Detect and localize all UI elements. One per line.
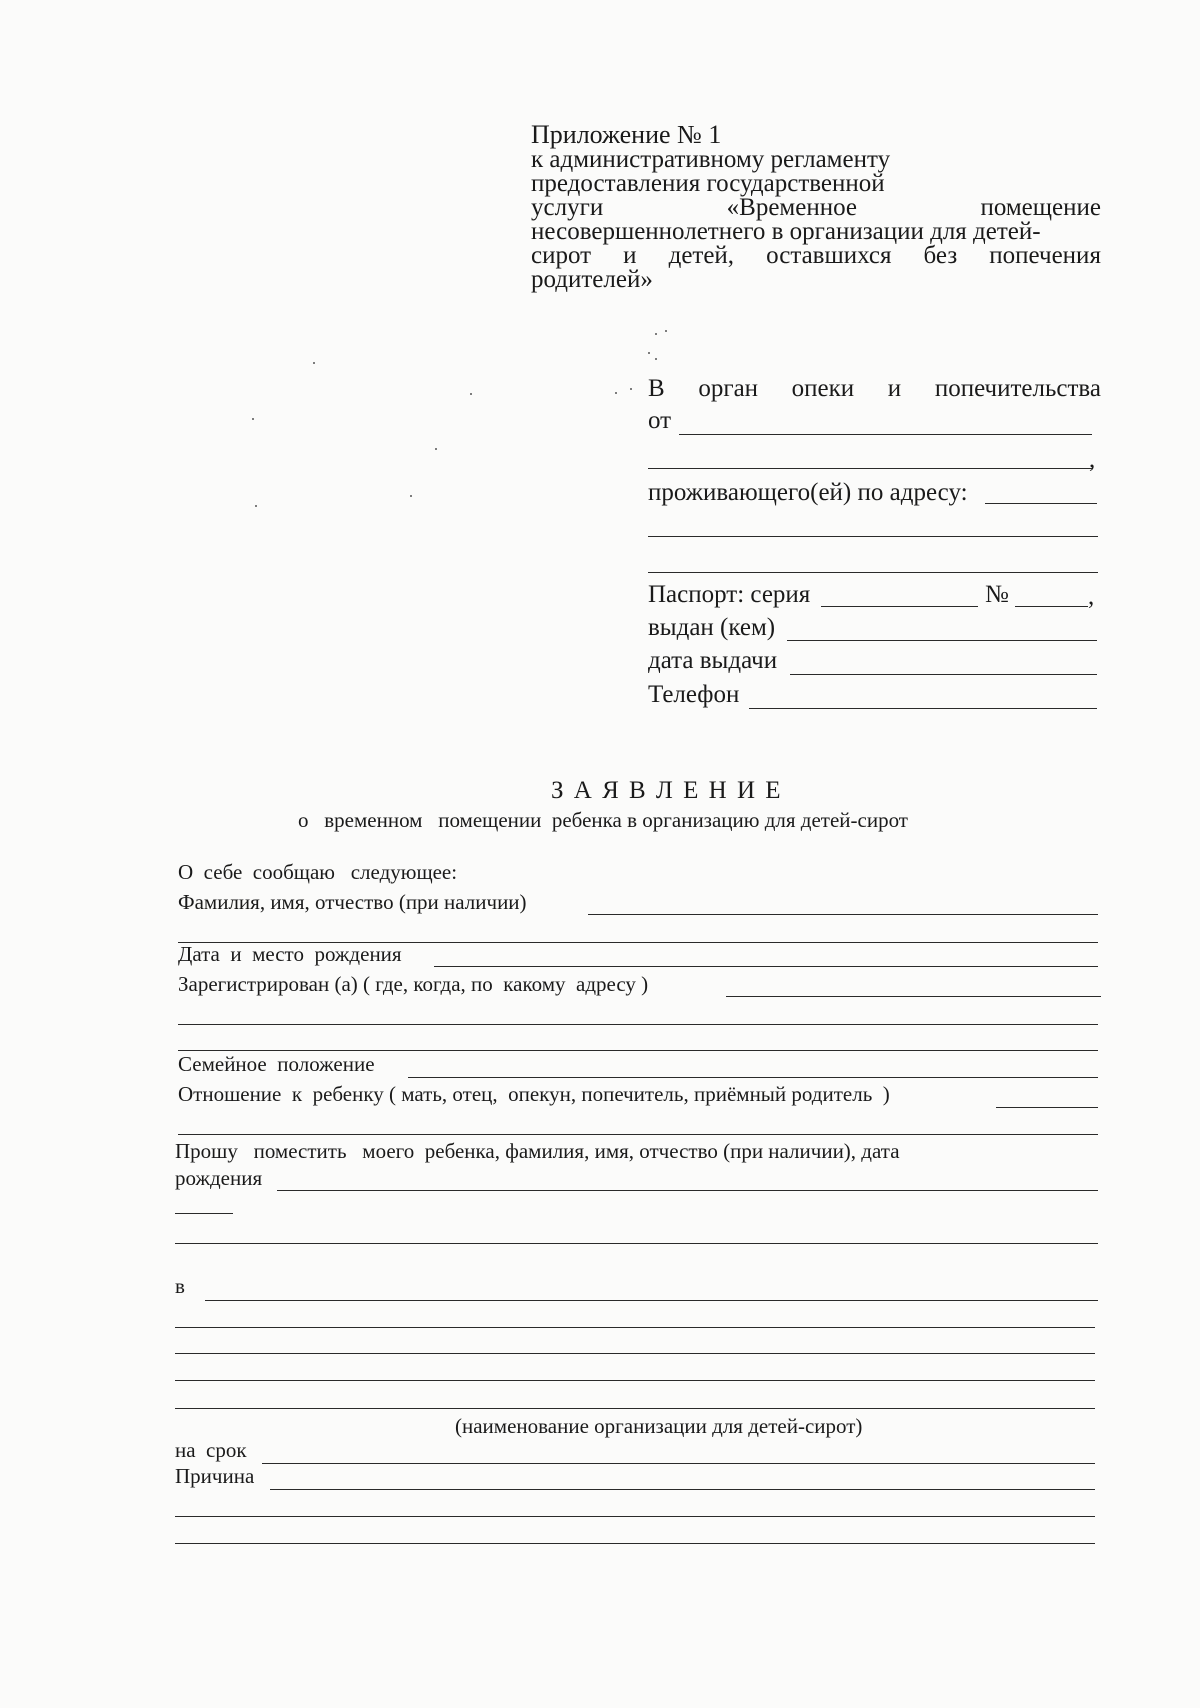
reason-label: Причина bbox=[175, 1464, 255, 1488]
scan-speck bbox=[313, 362, 315, 364]
statement-subtitle: о временном помещении ребенка в организацию для детей-сирот bbox=[298, 808, 908, 832]
residing-line[interactable] bbox=[985, 503, 1097, 504]
registered-line-2[interactable] bbox=[178, 1024, 1098, 1025]
from-label: от bbox=[648, 407, 672, 434]
term-label: на срок bbox=[175, 1438, 247, 1462]
appendix-word: и bbox=[623, 242, 637, 269]
scan-speck bbox=[255, 505, 257, 507]
addressee-word: В bbox=[648, 375, 665, 402]
appendix-word: попечения bbox=[989, 242, 1101, 269]
comma-mark: , bbox=[1088, 583, 1095, 610]
appendix-line-2: предоставления государственной bbox=[531, 170, 885, 197]
scan-speck bbox=[435, 448, 437, 450]
scan-speck bbox=[470, 393, 472, 395]
scan-speck bbox=[655, 333, 657, 335]
from-line-2[interactable] bbox=[648, 468, 1093, 469]
org-line-2[interactable] bbox=[175, 1327, 1095, 1328]
appendix-line-3 bbox=[531, 196, 1101, 220]
registered-line-3[interactable] bbox=[178, 1050, 1098, 1051]
birth-label: Дата и место рождения bbox=[178, 942, 402, 966]
appendix-word: услуги bbox=[531, 194, 604, 221]
fio-label: Фамилия, имя, отчество (при наличии) bbox=[178, 890, 527, 914]
appendix-line-5 bbox=[531, 244, 1101, 268]
registered-label: Зарегистрирован (а) ( где, когда, по какому адресу ) bbox=[178, 972, 649, 996]
reason-line-3[interactable] bbox=[175, 1543, 1095, 1544]
scan-speck bbox=[655, 358, 657, 360]
phone-line[interactable] bbox=[749, 708, 1097, 709]
addressee-word: орган bbox=[698, 375, 759, 402]
issue-date-label: дата выдачи bbox=[648, 647, 778, 674]
fio-line[interactable] bbox=[588, 914, 1098, 915]
to-org-label: в bbox=[175, 1274, 185, 1298]
org-line-5[interactable] bbox=[175, 1408, 1095, 1409]
org-line-1[interactable] bbox=[205, 1300, 1098, 1301]
appendix-word: без bbox=[923, 242, 958, 269]
request-birth-label: рождения bbox=[175, 1166, 263, 1190]
term-line[interactable] bbox=[262, 1463, 1095, 1464]
address-line-2[interactable] bbox=[648, 572, 1098, 573]
scan-speck bbox=[410, 495, 412, 497]
issued-by-label: выдан (кем) bbox=[648, 614, 776, 641]
address-line-1[interactable] bbox=[648, 536, 1098, 537]
relation-line-2[interactable] bbox=[178, 1134, 1098, 1135]
appendix-title: Приложение № 1 bbox=[531, 120, 722, 149]
request-birth-line[interactable] bbox=[277, 1190, 1098, 1191]
appendix-line-4: несовершеннолетнего в организации для детей- bbox=[531, 218, 1041, 245]
reason-line[interactable] bbox=[270, 1489, 1095, 1490]
statement-title: З А Я В Л Е Н И Е bbox=[551, 777, 783, 804]
comma-mark: , bbox=[1089, 446, 1096, 473]
request-line-2[interactable] bbox=[175, 1243, 1098, 1244]
registered-line[interactable] bbox=[726, 996, 1101, 997]
appendix-word: «Временное bbox=[726, 194, 858, 221]
org-line-4[interactable] bbox=[175, 1380, 1095, 1381]
appendix-word: помещение bbox=[980, 194, 1101, 221]
scan-speck bbox=[665, 330, 667, 332]
addressee-to bbox=[648, 375, 1101, 403]
issue-date-line[interactable] bbox=[790, 674, 1097, 675]
marital-label: Семейное положение bbox=[178, 1052, 375, 1076]
from-line[interactable] bbox=[679, 434, 1092, 435]
appendix-line-1: к административному регламенту bbox=[531, 146, 891, 173]
addressee-word: и bbox=[887, 375, 902, 402]
appendix-word: оставшихся bbox=[766, 242, 892, 269]
org-line-3[interactable] bbox=[175, 1353, 1095, 1354]
intro-text: О себе сообщаю следующее: bbox=[178, 860, 458, 884]
passport-label: Паспорт: серия bbox=[648, 581, 811, 608]
addressee-word: попечительства bbox=[934, 375, 1101, 402]
passport-number-sign: № bbox=[985, 581, 1009, 608]
relation-label: Отношение к ребенку ( мать, отец, опекун, попечитель, приёмный родитель ) bbox=[178, 1082, 890, 1106]
appendix-word: сирот bbox=[531, 242, 592, 269]
birth-line[interactable] bbox=[434, 966, 1098, 967]
request-text: Прошу поместить моего ребенка, фамилия, имя, отчество (при наличии), дата bbox=[175, 1139, 900, 1163]
scan-speck bbox=[648, 352, 650, 354]
marital-line[interactable] bbox=[408, 1077, 1098, 1078]
appendix-line-6: родителей» bbox=[531, 266, 653, 293]
appendix-word: детей, bbox=[668, 242, 735, 269]
addressee-word: опеки bbox=[791, 375, 855, 402]
passport-series-line[interactable] bbox=[821, 606, 978, 607]
scan-speck bbox=[252, 418, 254, 420]
passport-number-line[interactable] bbox=[1015, 606, 1088, 607]
org-caption: (наименование организации для детей-сирот) bbox=[455, 1414, 863, 1438]
scan-speck bbox=[630, 388, 632, 390]
reason-line-2[interactable] bbox=[175, 1516, 1095, 1517]
phone-label: Телефон bbox=[648, 681, 740, 708]
request-short-line[interactable] bbox=[175, 1213, 233, 1214]
issued-by-line[interactable] bbox=[787, 640, 1097, 641]
scan-speck bbox=[615, 392, 617, 394]
residing-label: проживающего(ей) по адресу: bbox=[648, 479, 968, 506]
appendix-header bbox=[531, 122, 1101, 292]
relation-line[interactable] bbox=[996, 1107, 1098, 1108]
